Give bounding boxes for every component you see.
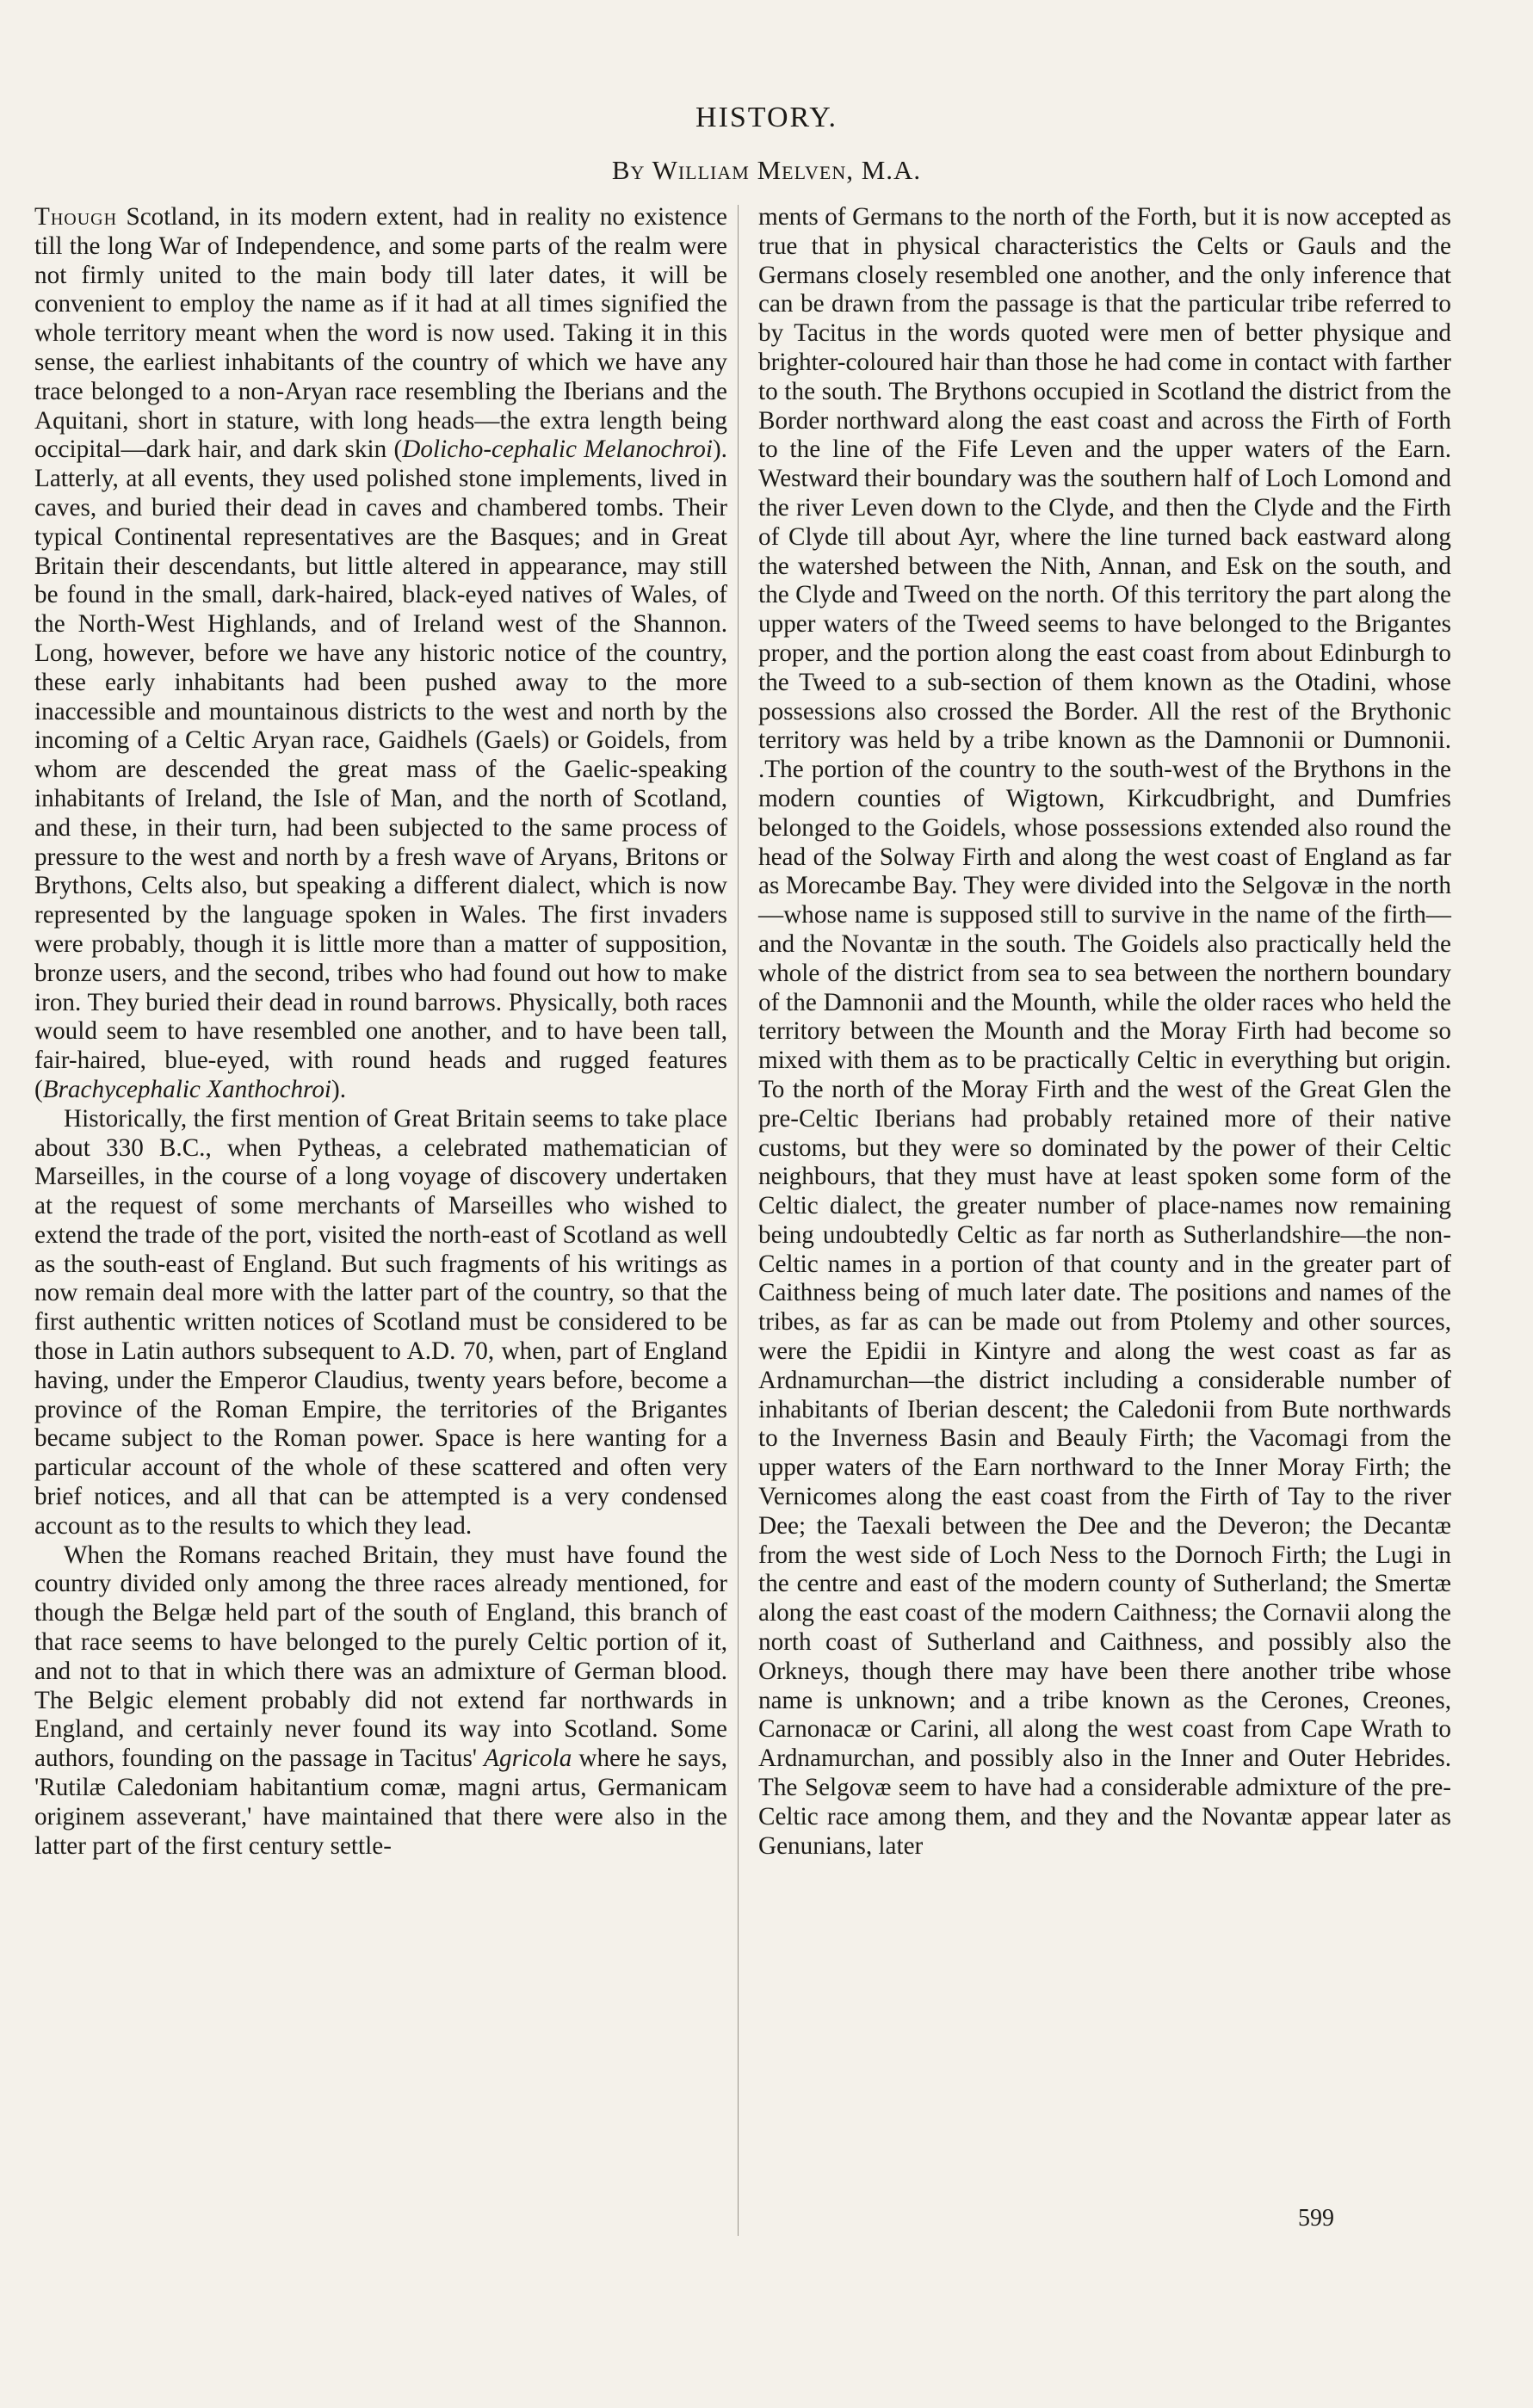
paragraph-3 bbox=[34, 1541, 727, 1862]
italic-title-agricola: Agricola bbox=[484, 1744, 572, 1773]
paragraph-1-text-c: ). bbox=[331, 1075, 347, 1103]
italic-term-dolichocephalic: Dolicho-cephalic Melanochroi bbox=[402, 435, 713, 464]
paragraph-3-text-b: where he says, 'Rutilæ Caledoniam habitantium comæ, magni artus, Germanicam originem asseverant,' have maintained that there were also in the latter part of the first century settle- bbox=[34, 1744, 727, 1860]
right-column bbox=[758, 203, 1451, 1861]
paragraph-2: Historically, the first mention of Great Britain seems to take place about 330 B.C., when Pytheas, a celebrated mathematician of Marseilles, in the course of a long voyage of discovery undertaken at the request of some merchants of Marseilles who wished to extend the trade of the port, visited the north-east of Scotland as well as the south-east of England. But such fragments of his writings as now remain deal more with the latter part of the country, so that the first authentic written notices of Scotland must be considered to be those in Latin authors subsequent to A.D. 70, when, part of England having, under the Emperor Claudius, twenty years before, become a province of the Roman Empire, the territories of the Brigantes became subject to the Roman power. Space is here wanting for a particular account of the whole of these scattered and often very brief notices, and all that can be attempted is a very condensed account as to the results to which they lead. bbox=[34, 1104, 727, 1540]
paragraph-1 bbox=[34, 203, 727, 1105]
page-number: 599 bbox=[1298, 2205, 1334, 2232]
column-divider bbox=[738, 205, 739, 2236]
left-column bbox=[34, 203, 727, 1861]
paragraph-1-text-a: Scotland, in its modern extent, had in reality no existence till the long War of Independence, and some parts of the realm were not firmly united to the main body till later dates, it will be convenient to employ the name as if it had at all times signified the whole territory meant when the word is now used. Taking it in this sense, the earliest inhabitants of the country of which we have any trace belonged to a non-Aryan race resembling the Iberians and the Aquitani, short in stature, with long heads—the extra length being occipital—dark hair, and dark skin ( bbox=[34, 203, 727, 464]
byline: By William Melven, M.A. bbox=[611, 155, 922, 185]
italic-term-brachycephalic: Brachycephalic Xanthochroi bbox=[42, 1075, 332, 1103]
lead-word: Though bbox=[34, 203, 118, 231]
paragraph-3-text-a: When the Romans reached Britain, they must have found the country divided only among the three races already mentioned, for though the Belgæ held part of the south of England, this branch of that race seems to have belonged to the purely Celtic portion of it, and not to that in which there was an admixture of German blood. The Belgic element probably did not extend far northwards in England, and certainly never found its way into Scotland. Some authors, founding on the passage in Tacitus' bbox=[34, 1541, 727, 1773]
paragraph-1-text-b: ). Latterly, at all events, they used polished stone implements, lived in caves, and buried their dead in caves and chambered tombs. Their typical Continental representatives are the Basques; and in Great Britain their descendants, but little altered in appearance, may still be found in the small, dark-haired, black-eyed natives of Wales, of the North-West Highlands, and of Ireland west of the Shannon. Long, however, before we have any historic notice of the country, these early inhabitants had been pushed away to the more inaccessible and mountainous districts to the west and north by the incoming of a Celtic Aryan race, Gaidhels (Gaels) or Goidels, from whom are descended the great mass of the Gaelic-speaking inhabitants of Ireland, the Isle of Man, and the north of Scotland, and these, in their turn, had been subjected to the same process of pressure to the west and north by a fresh wave of Aryans, Britons or Brythons, Celts also, but speaking a different dialect, which is now represented by the language spoken in Wales. The first invaders were probably, though it is little more than a matter of supposition, bronze users, and the second, tribes who had found out how to make iron. They buried their dead in round barrows. Physically, both races would seem to have resembled one another, and to have been tall, fair-haired, blue-eyed, with round heads and rugged features ( bbox=[34, 435, 727, 1103]
page-title: HISTORY. bbox=[695, 102, 838, 133]
paragraph-4: ments of Germans to the north of the Forth, but it is now accepted as true that in physical characteristics the Celts or Gauls and the Germans closely resembled one another, and the only inference that can be drawn from the passage is that the particular tribe referred to by Tacitus in the words quoted were men of better physique and brighter-coloured hair than those he had come in contact with farther to the south. The Brythons occupied in Scotland the district from the Border northward along the east coast and across the Firth of Forth to the line of the Fife Leven and the upper waters of the Earn. Westward their boundary was the southern half of Loch Lomond and the river Leven down to the Clyde, and then the Clyde and the Firth of Clyde till about Ayr, where the line turned back eastward along the watershed between the Nith, Annan, and Esk on the south, and the Clyde and Tweed on the north. Of this territory the part along the upper waters of the Tweed seems to have belonged to the Brigantes proper, and the portion along the east coast from about Edinburgh to the Tweed to a sub-section of them known as the Otadini, whose possessions also crossed the Border. All the rest of the Brythonic territory was held by a tribe known as the Damnonii or Dumnonii. .The portion of the country to the south-west of the Brythons in the modern counties of Wigtown, Kirkcudbright, and Dumfries belonged to the Goidels, whose possessions extended also round the head of the Solway Firth and along the west coast of England as far as Morecambe Bay. They were divided into the Selgovæ in the north —whose name is supposed still to survive in the name of the firth—and the Novantæ in the south. The Goidels also practically held the whole of the district from sea to sea between the northern boundary of the Damnonii and the Mounth, while the older races who held the territory between the Mounth and the Moray Firth had become so mixed with them as to be practically Celtic in everything but origin. To the north of the Moray Firth and the west of the Great Glen the pre-Celtic Iberians had probably retained more of their native customs, but they were so dominated by the power of their Celtic neighbours, that they must have at least spoken some form of the Celtic dialect, the greater number of place-names now remaining being undoubtedly Celtic as far north as Sutherlandshire—the non-Celtic names in a portion of that county and in the greater part of Caithness being of much later date. The positions and names of the tribes, as far as can be made out from Ptolemy and other sources, were the Epidii in Kintyre and along the west coast as far as Ardnamurchan—the district including a considerable number of inhabitants of Iberian descent; the Caledonii from Bute northwards to the Inverness Basin and Beauly Firth; the Vacomagi from the upper waters of the Earn northward to the Inner Moray Firth; the Vernicomes along the east coast from the Firth of Tay to the river Dee; the Taexali between the Dee and the Deveron; the Decantæ from the west side of Loch Ness to the Dornoch Firth; the Lugi in the centre and east of the modern county of Sutherland; the Smertæ along the east coast of the modern Caithness; the Cornavii along the north coast of Sutherland and Caithness, and possibly also the Orkneys, though there may have been there another tribe whose name is unknown; and a tribe known as the Cerones, Creones, Carnonacæ or Carini, all along the west coast from Cape Wrath to Ardnamurchan, and possibly also in the Inner and Outer Hebrides. The Selgovæ seem to have had a considerable admixture of the pre-Celtic race among them, and they and the Novantæ appear later as Genunians, later bbox=[758, 203, 1451, 1860]
